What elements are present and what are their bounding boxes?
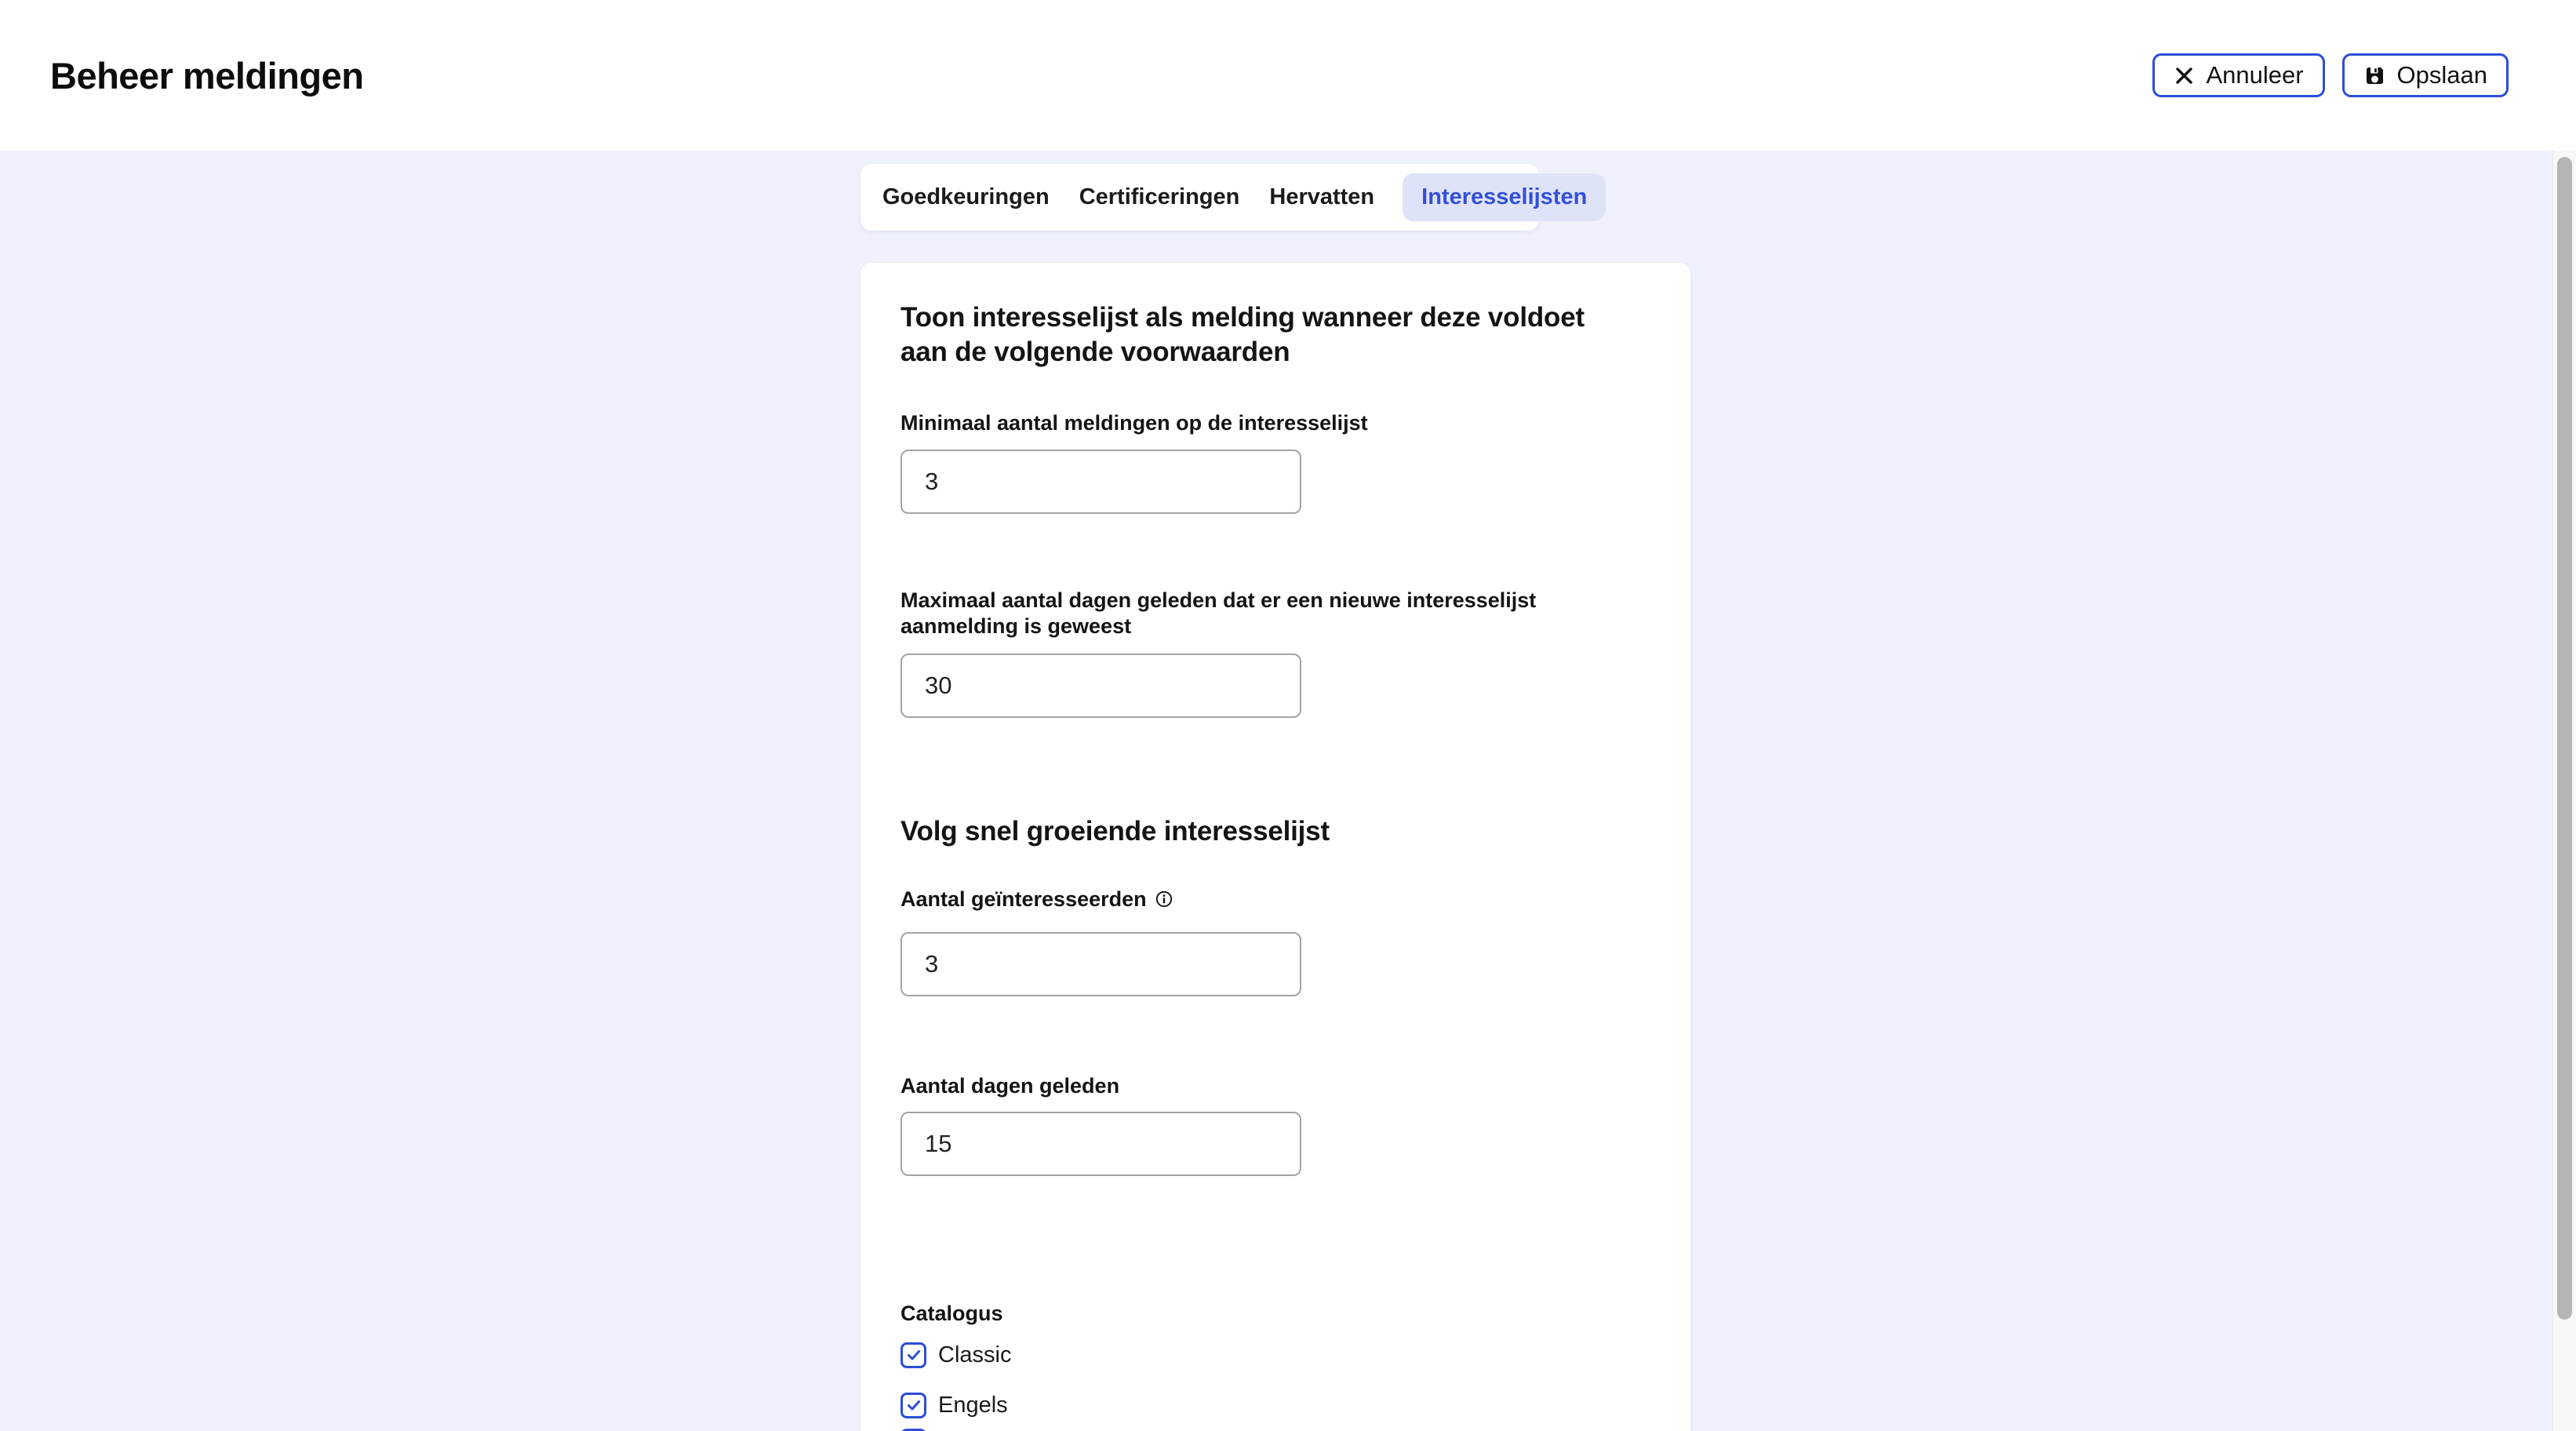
section-heading-fast-growing: Volg snel groeiende interesselijst (901, 816, 1330, 847)
tab-goedkeuringen[interactable]: Goedkeuringen (882, 184, 1050, 209)
min-notifications-label: Minimaal aantal meldingen op de interesselijst (901, 411, 1368, 435)
scrollbar-thumb[interactable] (2557, 157, 2572, 1320)
days-ago-input[interactable] (901, 1112, 1301, 1176)
checkmark-icon (906, 1397, 922, 1413)
max-days-input[interactable] (901, 654, 1301, 718)
info-icon[interactable] (1155, 890, 1173, 908)
interested-count-label: Aantal geïnteresseerden (901, 887, 1147, 911)
classic-checkbox-label[interactable]: Classic (938, 1342, 1012, 1367)
header-actions (2152, 53, 2509, 97)
max-days-label: Maximaal aantal dagen geleden dat er een nieuwe interesselijst aanmelding is geweest (901, 588, 1537, 638)
classic-checkbox[interactable] (901, 1342, 926, 1368)
cancel-button-label: Annuleer (2206, 61, 2304, 89)
app-header (0, 0, 2576, 151)
section-heading-conditions: Toon interesselijst als melding wanneer deze voldoet aan de volgende voorwaarden (901, 302, 1585, 367)
tab-interesselijsten[interactable]: Interesselijsten (1403, 173, 1606, 221)
save-button[interactable] (2342, 53, 2509, 97)
engels-checkbox-label[interactable]: Engels (938, 1392, 1008, 1418)
interested-count-input[interactable] (901, 932, 1301, 996)
engels-checkbox[interactable] (901, 1393, 926, 1418)
save-icon (2363, 64, 2386, 87)
checkmark-icon (906, 1347, 922, 1363)
min-notifications-input[interactable] (901, 450, 1301, 514)
page-title: Beheer meldingen (50, 54, 364, 96)
days-ago-label: Aantal dagen geleden (901, 1074, 1120, 1098)
save-button-label: Opslaan (2396, 61, 2487, 89)
partial-checkbox[interactable] (901, 1429, 926, 1431)
catalog-option-classic (901, 1342, 1643, 1368)
settings-card (860, 263, 1690, 1431)
tab-hervatten[interactable]: Hervatten (1269, 184, 1375, 209)
catalog-option-partial (901, 1428, 1643, 1431)
cancel-button[interactable] (2152, 53, 2324, 97)
catalog-option-engels (901, 1392, 1643, 1418)
tab-certificeringen[interactable]: Certificeringen (1079, 184, 1240, 209)
scrollbar-track[interactable] (2552, 151, 2576, 1431)
interested-count-label-row (901, 886, 1643, 912)
tab-bar (860, 164, 1588, 231)
close-icon (2174, 65, 2195, 86)
catalog-group-label: Catalogus (901, 1302, 1003, 1325)
